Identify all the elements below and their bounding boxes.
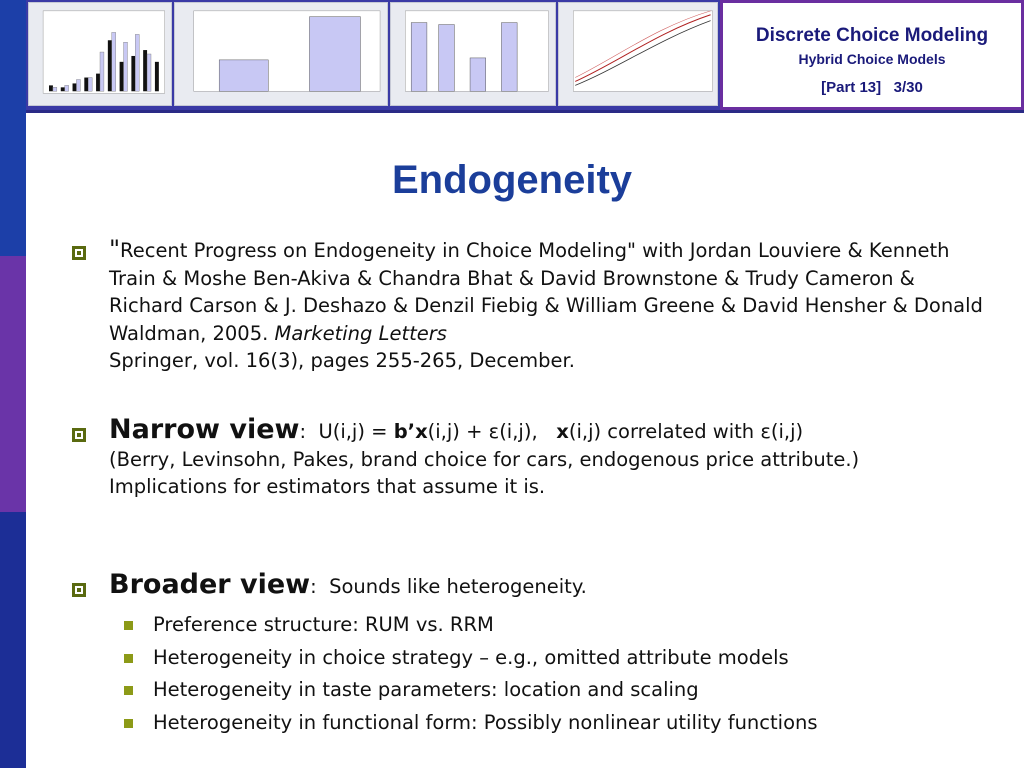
utility-eq-ij: (i,j) + [427,420,489,443]
bullet-3-text [109,571,989,601]
broader-view-colon: : [310,575,317,598]
thumbnail-bar-chart-1 [174,2,388,106]
bullet-marker-2 [72,428,86,442]
thumbnail-bar-chart-2 [390,2,556,106]
thumbnail-line-chart-graphic [559,3,717,105]
course-title-box [720,0,1024,110]
course-title: Discrete Choice Modeling [755,25,989,46]
epsilon-symbol: ε [488,420,500,443]
slide-title: Endogeneity [391,158,633,202]
sub-bullet-4: Heterogeneity in functional form: Possibly nonlinear utility functions [153,711,818,734]
page-number: 3/30 [893,79,923,96]
broader-view-label: Broader view [109,569,311,600]
broader-view-text: Sounds like heterogeneity. [329,575,587,598]
thumbnail-histogram [28,2,172,106]
narrow-view-example: (Berry, Levinsohn, Pakes, brand choice for cars, endogenous price attribute.) [109,447,860,471]
sub-bullet-marker-3 [124,686,133,695]
thumbnail-histogram-graphic [29,3,171,105]
utility-eq-end: (i,j), [499,420,538,443]
sub-bullet-marker-1 [124,621,133,630]
course-topic: Hybrid Choice Models [798,51,946,67]
sidebar-band-navy [0,512,26,768]
utility-eq-lhs: U(i,j) = [318,420,394,443]
citation-text: Recent Progress on Endogeneity in Choice Modeling" with Jordan Louviere & Kenneth Train & Moshe Ben-Akiva & Chandra Bhat & David Brownstone & Trudy Cameron & Richard Carson & J. Deshazo & Denzil Fiebig & William Greene & David Hensher & Donald Waldman, 2005. [109,239,983,345]
sub-bullet-marker-4 [124,719,133,728]
header-rule [26,110,1024,113]
narrow-view-colon: : [299,420,307,443]
utility-eq-bx: b’x [393,420,428,443]
sidebar-strip [0,0,26,768]
narrow-view-label: Narrow view [109,414,300,445]
sidebar-band-blue [0,0,26,256]
sidebar-band-purple [0,256,26,512]
correlation-end: (i,j) [770,420,804,443]
bullet-2-text [109,416,989,501]
journal-name: Marketing Letters [274,321,447,345]
x-variable: x [556,420,569,443]
sub-bullet-2: Heterogeneity in choice strategy – e.g., omitted attribute models [153,646,789,669]
part-label: [Part 13] [821,79,882,96]
sub-bullet-1: Preference structure: RUM vs. RRM [153,613,494,636]
correlation-text: (i,j) correlated with [568,420,761,443]
citation-publisher: Springer, vol. 16(3), pages 255-265, December. [109,349,575,372]
thumbnail-line-chart [558,2,718,106]
narrow-view-implication: Implications for estimators that assume it is. [109,475,546,498]
part-page-label [723,79,1021,96]
sub-bullet-3: Heterogeneity in taste parameters: location and scaling [153,678,699,701]
bullet-marker-3 [72,583,86,597]
open-quote: " [109,235,121,263]
thumbnail-bar-chart-1-graphic [175,3,387,105]
thumbnail-bar-chart-2-graphic [391,3,555,105]
epsilon-symbol-2: ε [760,420,771,443]
bullet-1-text [109,236,989,375]
bullet-marker-1 [72,246,86,260]
sub-bullet-marker-2 [124,654,133,663]
